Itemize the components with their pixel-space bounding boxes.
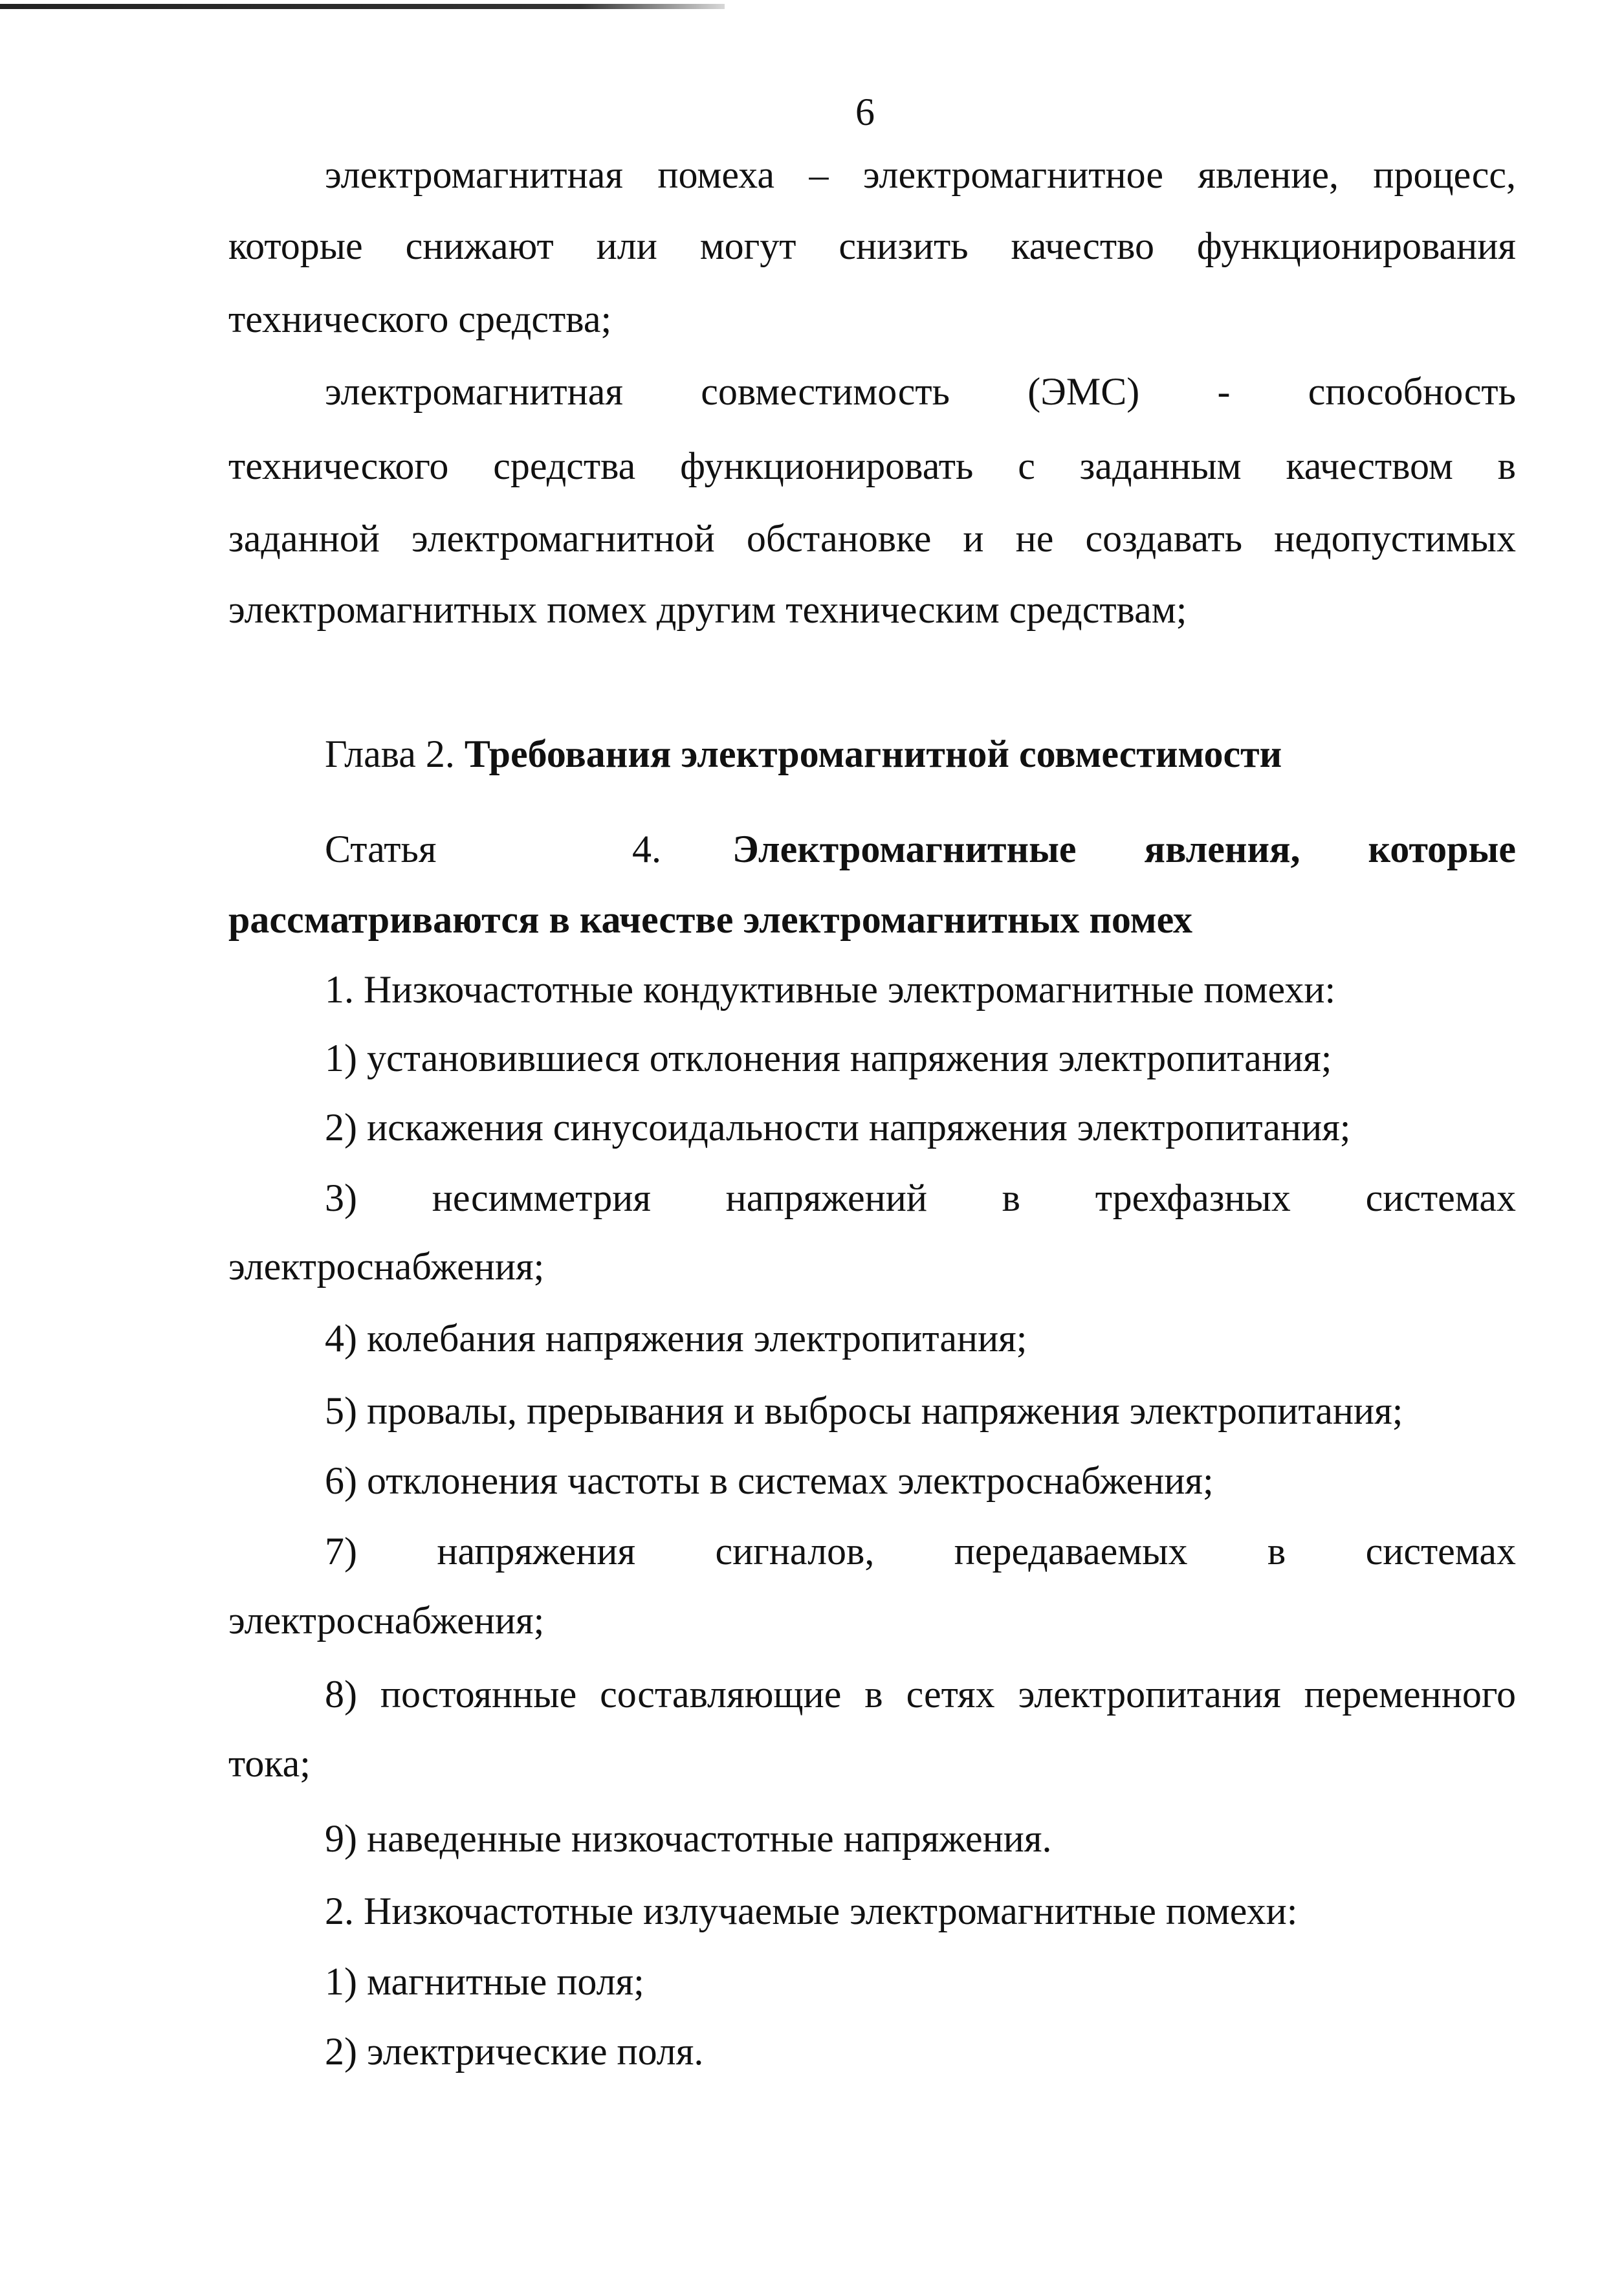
list-item: 7) напряжения сигналов, передаваемых в системах [325,1530,1516,1573]
paragraph-line: технического средства функционировать с заданным качеством в [228,445,1516,487]
paragraph-line: электромагнитных помех другим техническим средствам; [228,588,1187,631]
paragraph-line: технического средства; [228,298,612,340]
list-item: 4) колебания напряжения электропитания; [325,1317,1027,1360]
list-item: электроснабжения; [228,1245,545,1288]
scan-edge-line [0,4,725,9]
chapter-title: Требования электромагнитной совместимости [464,733,1282,775]
paragraph-line: электромагнитная совместимость (ЭМС) - способность [325,370,1516,413]
list-item: 2) электрические поля. [325,2030,704,2073]
list-item: 6) отклонения частоты в системах электроснабжения; [325,1459,1214,1502]
list-item: тока; [228,1742,311,1785]
article-heading [325,826,1516,872]
list-item: 2) искажения синусоидальности напряжения электропитания; [325,1106,1351,1149]
list-item: электроснабжения; [228,1599,545,1642]
list-item: 9) наведенные низкочастотные напряжения. [325,1817,1052,1860]
paragraph-line: заданной электромагнитной обстановке и не создавать недопустимых [228,517,1516,560]
page-number: 6 [855,91,875,133]
article-title-text: рассматриваются в качестве электромагнитных помех [228,898,1193,941]
list-item: 1) магнитные поля; [325,1960,644,2003]
paragraph-line: электромагнитная помеха – электромагнитное явление, процесс, [325,153,1516,196]
list-item: 1) установившиеся отклонения напряжения электропитания; [325,1037,1332,1079]
chapter-prefix: Глава 2. [325,733,465,775]
list-item: 5) провалы, прерывания и выбросы напряжения электропитания; [325,1389,1403,1432]
list-item: 2. Низкочастотные излучаемые электромагнитные помехи: [325,1890,1298,1932]
list-item: 3) несимметрия напряжений в трехфазных системах [325,1177,1516,1219]
article-title-line2 [228,897,1192,942]
chapter-heading [325,731,1282,777]
article-title-line1: Электромагнитные явления, которые [732,828,1516,870]
article-prefix: Статья 4. [325,828,661,870]
list-item: 8) постоянные составляющие в сетях электропитания переменного [325,1673,1516,1716]
paragraph-line: которые снижают или могут снизить качество функционирования [228,225,1516,267]
list-item: 1. Низкочастотные кондуктивные электромагнитные помехи: [325,968,1336,1011]
